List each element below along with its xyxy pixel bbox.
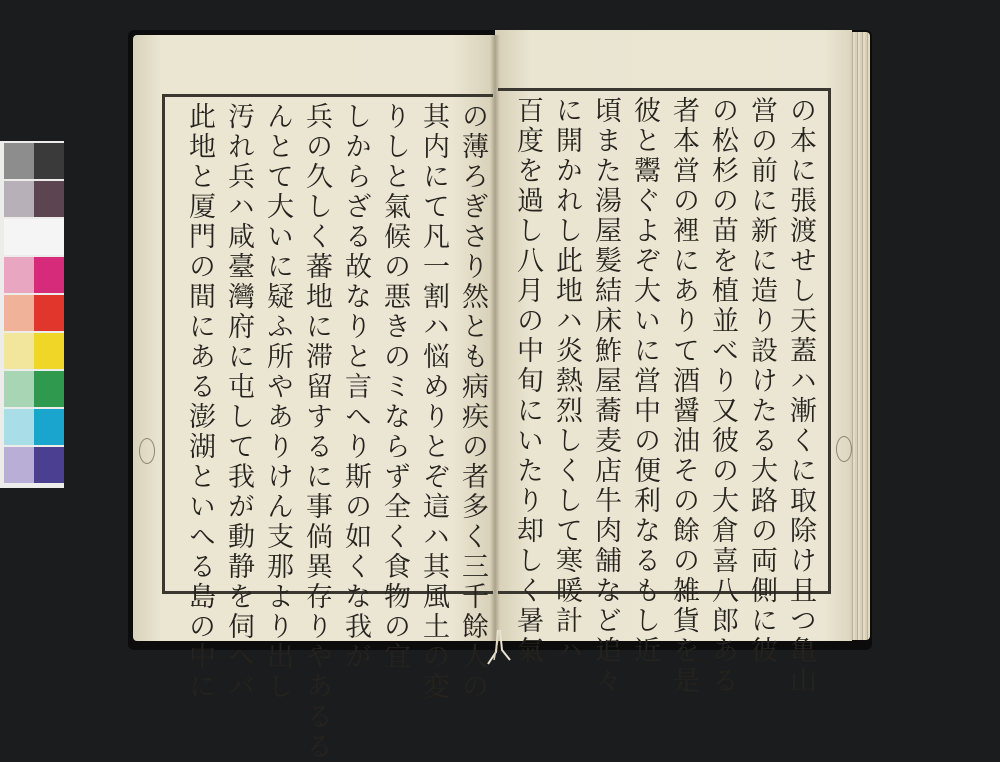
color-swatch — [4, 143, 34, 179]
color-swatch — [4, 447, 34, 483]
thread-tassel — [484, 630, 524, 666]
binding-hole-left — [139, 438, 155, 464]
page-edge-stack — [850, 32, 870, 640]
color-swatch — [4, 181, 34, 217]
color-swatch — [34, 371, 64, 407]
left-column-3: りしと氣候の悪きのミならず全く食物の宜 — [379, 102, 410, 672]
left-column-6: んとて大いに疑ふ所やありけん支那より出し — [262, 102, 293, 702]
color-calibration-card — [0, 141, 64, 488]
left-column-8: 此地と厦門の間にある澎湖といへる島の中に — [184, 102, 215, 702]
right-column-6: 頃また湯屋髪結床鮓屋蕎麦店牛肉舗など追々 — [590, 96, 621, 696]
right-column-5: 彼と鬻ぐよぞ大いに営中の便利なるもし近 — [629, 96, 660, 666]
left-column-5: 兵の久しく蕃地に滞留するに事倘異存りやあるる — [301, 102, 332, 762]
color-swatch — [4, 295, 34, 331]
color-swatch — [34, 295, 64, 331]
color-swatch — [34, 409, 64, 445]
color-swatch — [4, 219, 34, 255]
right-column-4: 者本営の裡にありて酒醤油その餘の雑貨を是 — [668, 96, 699, 696]
color-swatch — [4, 409, 34, 445]
right-column-3: の松杉の苗を植並べり又彼の大倉喜八郎ある — [707, 96, 738, 696]
color-swatch — [34, 181, 64, 217]
right-column-1: の本に張渡せし天蓋ハ漸くに取除け且つ亀山 — [785, 96, 816, 696]
right-column-8: 百度を過し八月の中旬にいたり却しく暑氣 — [512, 96, 543, 666]
right-column-7: に開かれし此地ハ炎熱烈しくして寒暖計ハ — [551, 96, 582, 666]
color-swatch — [34, 447, 64, 483]
right-column-2: 営の前に新に造り設けたる大路の両側に彼 — [746, 96, 777, 666]
color-swatch — [4, 333, 34, 369]
color-swatch — [34, 143, 64, 179]
left-column-2: 其内にて凡一割ハ悩めりとぞ這ハ其風土の変 — [418, 102, 449, 702]
color-swatch — [4, 257, 34, 293]
left-column-1: の薄ろぎさり然とも病疾の者多く三千餘人の — [457, 102, 488, 702]
left-column-7: 汚れ兵ハ咸臺灣府に屯して我が動静を伺へバ — [223, 102, 254, 702]
color-swatch — [4, 371, 34, 407]
color-swatch — [34, 333, 64, 369]
color-swatch — [34, 219, 64, 255]
color-swatch — [34, 257, 64, 293]
left-column-4: しからざる故なりと言へり斯の如くな我が — [340, 102, 371, 672]
binding-hole-right — [836, 436, 852, 462]
